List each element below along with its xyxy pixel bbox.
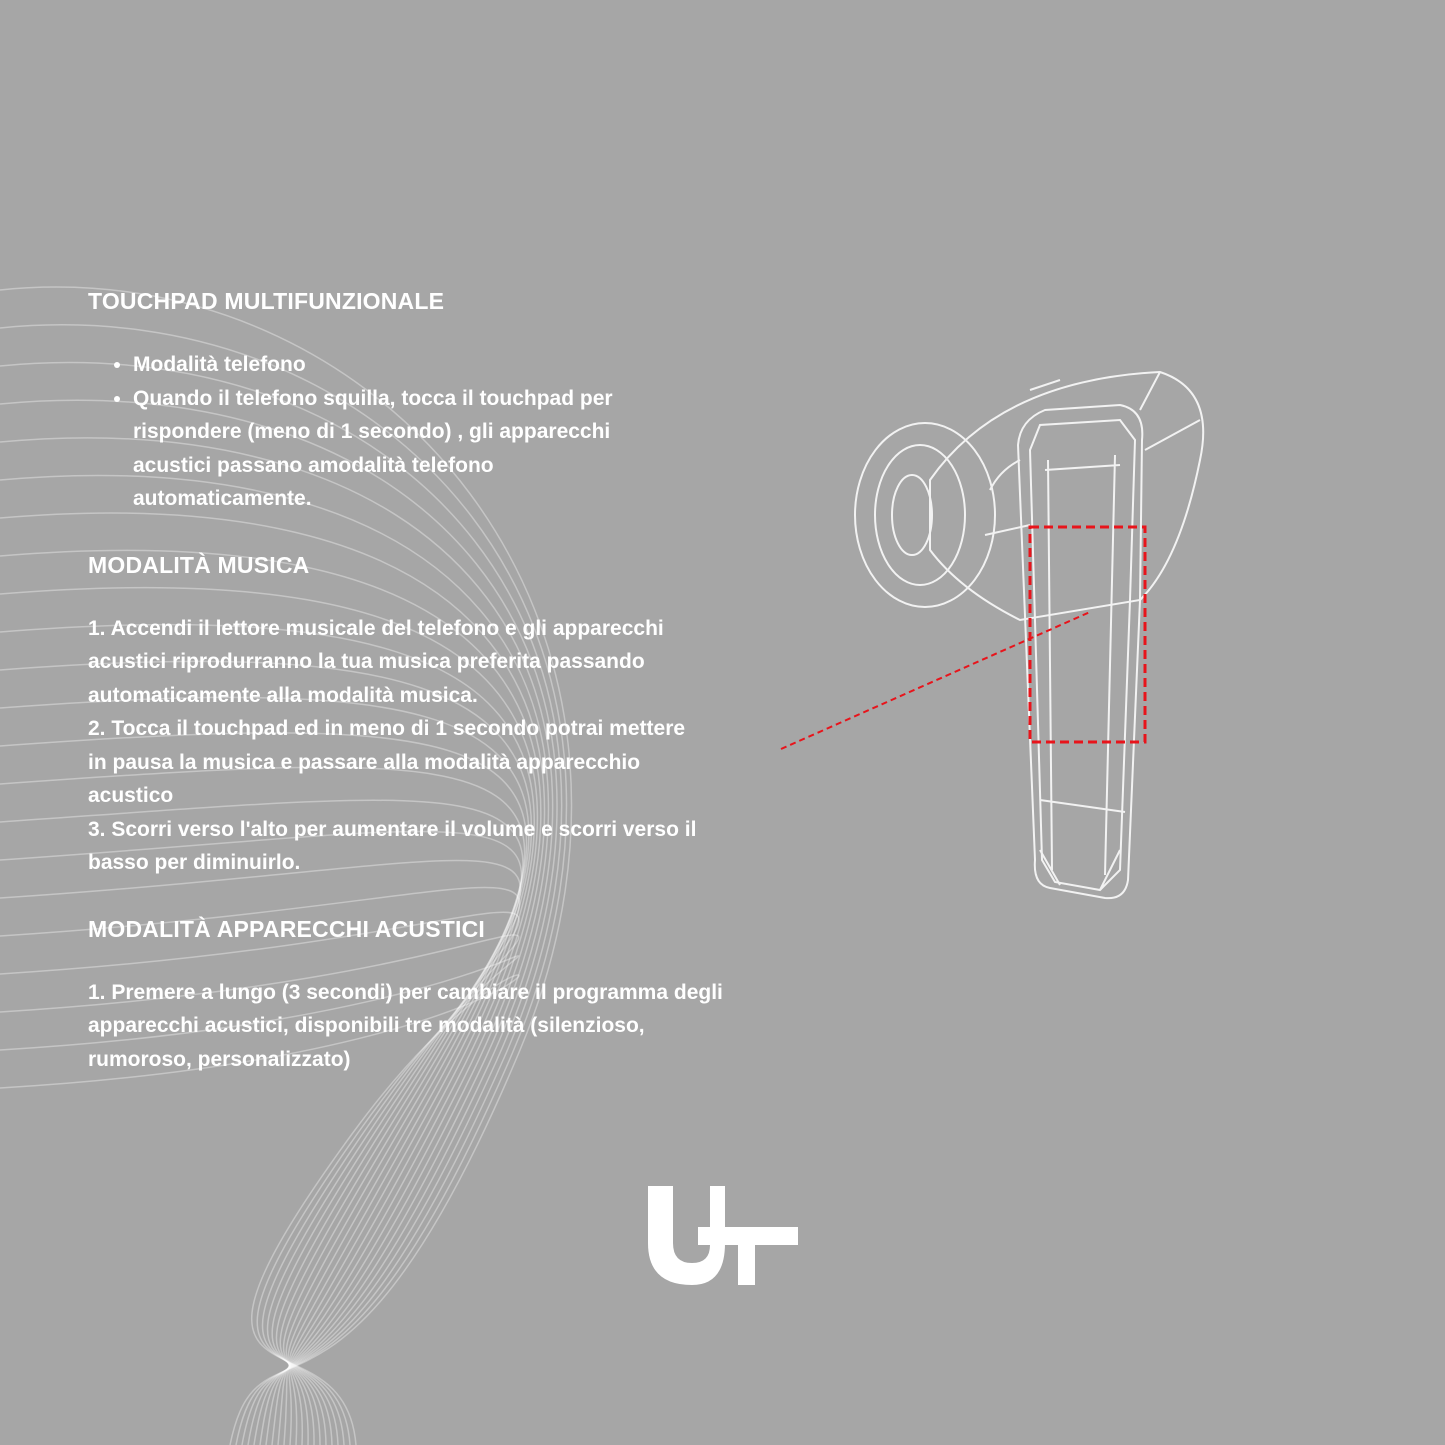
instructions	[88, 284, 768, 1076]
bullet-item: • Modalità telefono	[133, 348, 768, 382]
music-instructions	[88, 612, 768, 880]
touchpad-pointer-line	[781, 612, 1090, 749]
brand-logo	[645, 1183, 805, 1293]
hearing-aid-step-1: 1. Premere a lungo (3 secondi) per cambiare il programma degli apparecchi acustici, disponibili tre modalità (silenzioso, rumoroso, personalizzato)	[88, 980, 723, 1071]
bullet-item: • Quando il telefono squilla, tocca il touchpad per rispondere (meno di 1 secondo) , gli apparecchi acustici passano amodalità telefono automaticamente.	[133, 382, 673, 516]
music-step-2: 2. Tocca il touchpad ed in meno di 1 secondo potrai mettere in pausa la musica e passare alla modalità apparecchio acustico	[88, 717, 686, 807]
earbud-illustration	[770, 360, 1220, 920]
music-step-3: 3. Scorri verso l'alto per aumentare il volume e scorri verso il basso per diminuirlo.	[88, 817, 697, 874]
section-title-hearing-aid: MODALITÀ APPARECCHI ACUSTICI	[88, 915, 486, 942]
touchpad-bullet-list	[88, 348, 768, 516]
section-title-touchpad: TOUCHPAD MULTIFUNZIONALE	[88, 288, 445, 314]
hearing-aid-instructions	[88, 976, 768, 1077]
music-step-1: 1. Accendi il lettore musicale del telefono e gli apparecchi acustici riprodurranno la tua musica preferita passando automaticamente alla modalità musica.	[88, 616, 664, 707]
section-title-music: MODALITÀ MUSICA	[88, 551, 310, 578]
